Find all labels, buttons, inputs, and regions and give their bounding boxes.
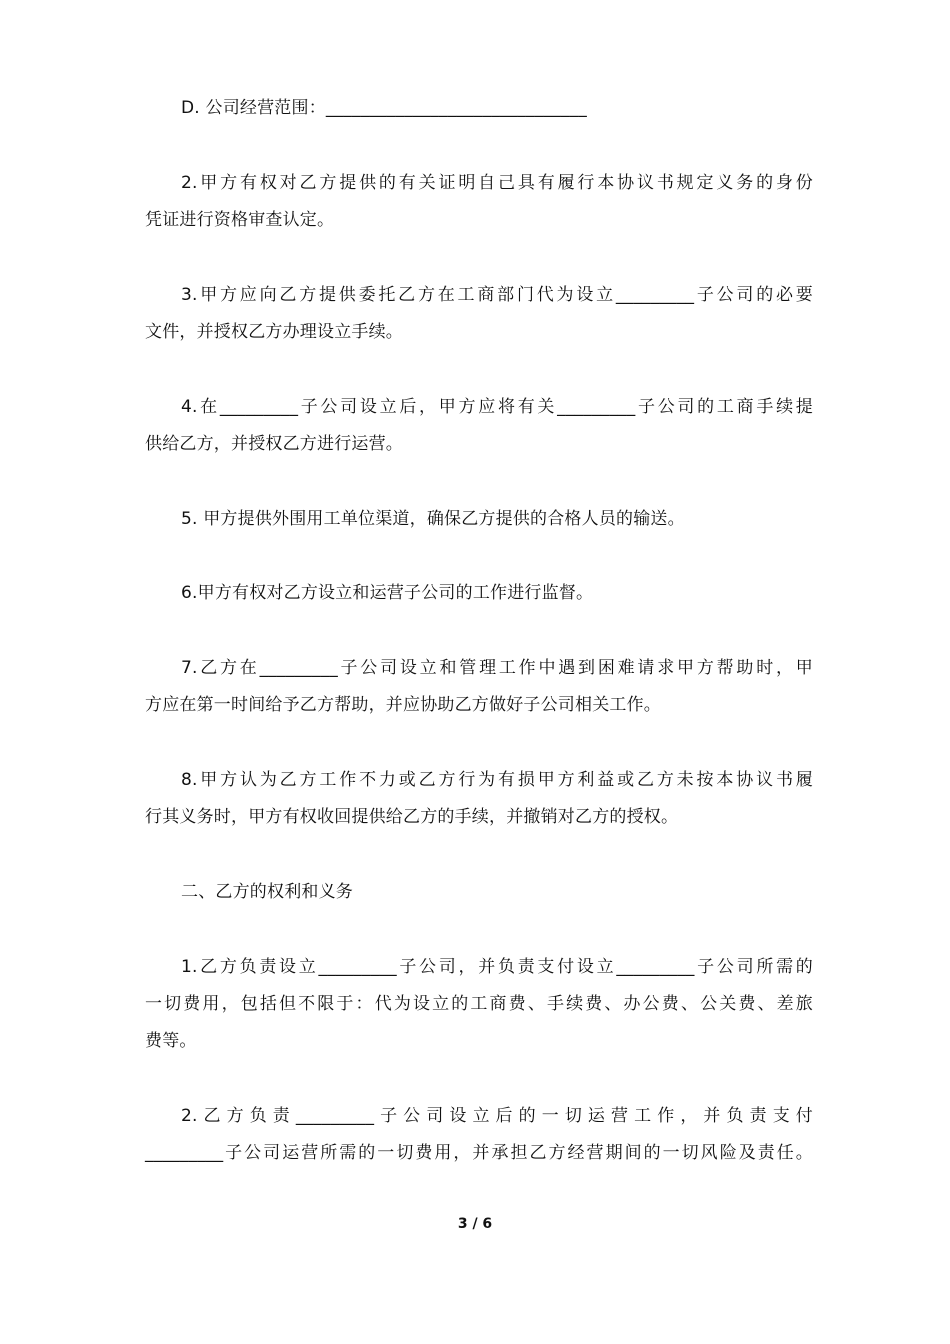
line-clause-b1-1: 1.乙方负责设立_________子公司，并负责支付设立_________子公司所需的 (181, 957, 813, 977)
line-clause-a8-2: 行其义务时，甲方有权收回提供给乙方的手续，并撤销对乙方的授权。 (145, 807, 679, 827)
line-clause-a4-2: 供给乙方，并授权乙方进行运营。 (145, 434, 403, 454)
line-clause-b2-2: _________子公司运营所需的一切费用，并承担乙方经营期间的一切风险及责任。 (145, 1143, 813, 1163)
line-clause-a3-1: 3.甲方应向乙方提供委托乙方在工商部门代为设立_________子公司的必要 (181, 285, 813, 305)
line-clause-a2-1: 2.甲方有权对乙方提供的有关证明自己具有履行本协议书规定义务的身份 (181, 173, 813, 193)
line-clause-a5: 5. 甲方提供外围用工单位渠道，确保乙方提供的合格人员的输送。 (181, 509, 685, 529)
page-number: 3 / 6 (457, 1216, 493, 1232)
line-business-scope: D. 公司经营范围：______________________________ (181, 98, 587, 118)
line-clause-a7-1: 7.乙方在_________子公司设立和管理工作中遇到困难请求甲方帮助时，甲 (181, 658, 813, 678)
line-clause-a8-1: 8.甲方认为乙方工作不力或乙方行为有损甲方利益或乙方未按本协议书履 (181, 770, 813, 790)
line-clause-b2-1: 2.乙方负责_________子公司设立后的一切运营工作，并负责支付 (181, 1106, 813, 1126)
line-clause-a2-2: 凭证进行资格审查认定。 (145, 210, 335, 230)
line-clause-b1-2: 一切费用，包括但不限于：代为设立的工商费、手续费、办公费、公关费、差旅 (145, 994, 813, 1014)
line-clause-a6: 6.甲方有权对乙方设立和运营子公司的工作进行监督。 (181, 583, 594, 603)
line-clause-a3-2: 文件，并授权乙方办理设立手续。 (145, 322, 403, 342)
line-clause-a4-1: 4.在_________子公司设立后，甲方应将有关_________子公司的工商手续提 (181, 397, 813, 417)
line-clause-a7-2: 方应在第一时间给予乙方帮助，并应协助乙方做好子公司相关工作。 (145, 695, 661, 715)
line-clause-b1-3: 费等。 (145, 1031, 197, 1051)
section-heading-party-b: 二、乙方的权利和义务 (181, 882, 353, 902)
